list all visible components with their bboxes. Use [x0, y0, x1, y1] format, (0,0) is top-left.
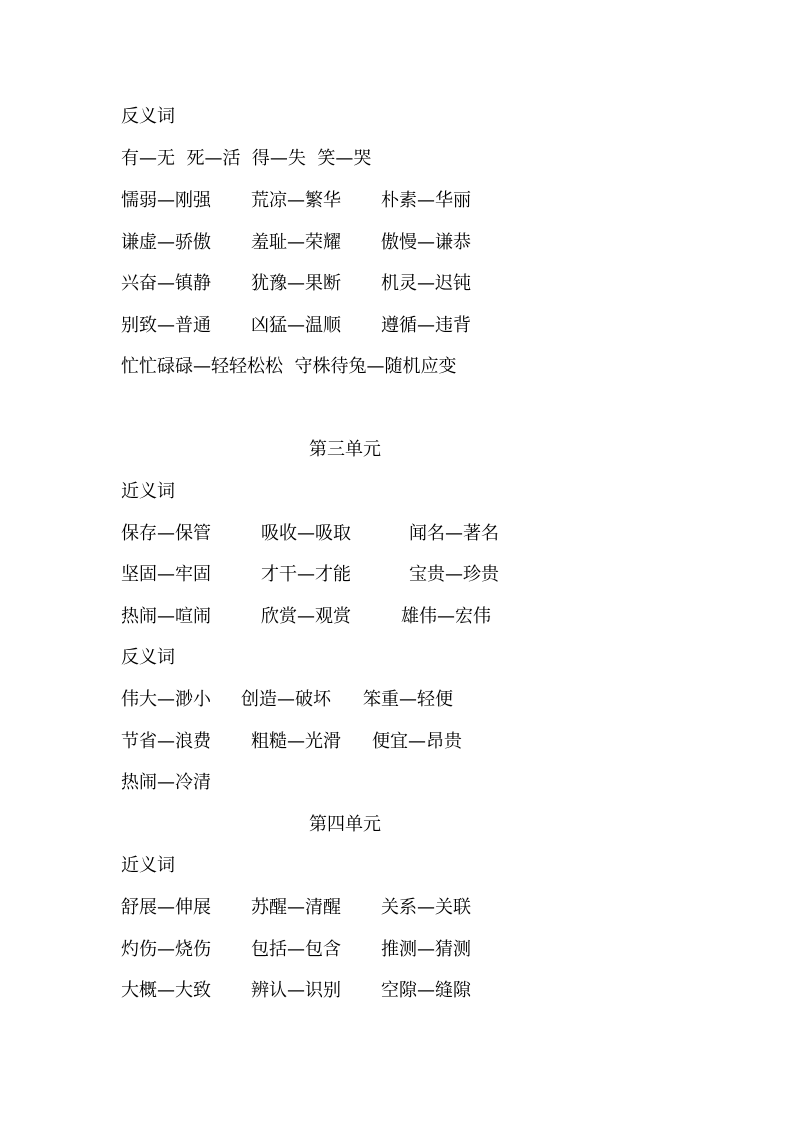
word-pair: 关系—关联 — [381, 897, 471, 918]
word-row — [121, 897, 471, 919]
word-pair: 坚固—牢固 — [121, 564, 211, 585]
word-row — [121, 523, 499, 545]
word-pair: 机灵—迟钝 — [381, 273, 471, 294]
synonyms-heading: 近义词 — [121, 481, 175, 502]
word-pair: 舒展—伸展 — [121, 897, 211, 918]
word-pair: 笨重—轻便 — [363, 689, 453, 710]
word-pair: 灼伤—烧伤 — [121, 939, 211, 960]
word-row — [121, 273, 471, 295]
word-pair: 闻名—著名 — [409, 523, 499, 544]
word-pair: 保存—保管 — [121, 523, 211, 544]
word-pair: 大概—大致 — [121, 980, 211, 1001]
word-pair: 傲慢—谦恭 — [381, 232, 471, 253]
antonyms-heading: 反义词 — [121, 647, 175, 668]
word-pair: 吸收—吸取 — [261, 523, 351, 544]
word-pair: 荒凉—繁华 — [251, 190, 341, 211]
word-pair: 谦虚—骄傲 — [121, 232, 211, 253]
word-pair: 朴素—华丽 — [381, 190, 471, 211]
word-pair: 创造—破坏 — [241, 689, 331, 710]
unit-4-title: 第四单元 — [309, 814, 381, 835]
word-pair: 欣赏—观赏 — [261, 606, 351, 627]
antonyms-heading: 反义词 — [121, 106, 175, 127]
word-pair: 雄伟—宏伟 — [401, 606, 491, 627]
synonyms-heading: 近义词 — [121, 855, 175, 876]
word-row — [121, 315, 471, 337]
word-pair: 辨认—识别 — [251, 980, 341, 1001]
word-pair: 苏醒—清醒 — [251, 897, 341, 918]
word-row — [121, 939, 471, 961]
word-pair: 伟大—渺小 — [121, 689, 211, 710]
word-pair: 空隙—缝隙 — [381, 980, 471, 1001]
word-pair: 遵循—违背 — [381, 315, 471, 336]
word-row — [121, 731, 462, 753]
word-pair: 犹豫—果断 — [251, 273, 341, 294]
word-pair: 包括—包含 — [251, 939, 341, 960]
word-row — [121, 689, 453, 711]
unit-3-title: 第三单元 — [309, 439, 381, 460]
word-row — [121, 232, 471, 254]
word-pair: 别致—普通 — [121, 315, 211, 336]
word-pair: 节省—浪费 — [121, 731, 211, 752]
word-pair: 宝贵—珍贵 — [409, 564, 499, 585]
word-pair: 兴奋—镇静 — [121, 273, 211, 294]
antonym-line-idioms: 忙忙碌碌—轻轻松松 守株待兔—随机应变 — [121, 356, 457, 377]
word-pair: 推测—猜测 — [381, 939, 471, 960]
word-pair: 懦弱—刚强 — [121, 190, 211, 211]
word-row — [121, 564, 499, 586]
word-pair: 凶猛—温顺 — [251, 315, 341, 336]
word-pair: 便宜—昂贵 — [372, 731, 462, 752]
word-row — [121, 980, 471, 1002]
word-pair: 才干—才能 — [261, 564, 351, 585]
antonym-line-single: 有—无 死—活 得—失 笑—哭 — [121, 148, 372, 169]
word-pair: 羞耻—荣耀 — [251, 232, 341, 253]
word-row — [121, 606, 491, 628]
word-pair: 热闹—冷清 — [121, 772, 211, 793]
word-pair: 热闹—喧闹 — [121, 606, 211, 627]
word-pair: 粗糙—光滑 — [251, 731, 341, 752]
word-row — [121, 190, 471, 212]
